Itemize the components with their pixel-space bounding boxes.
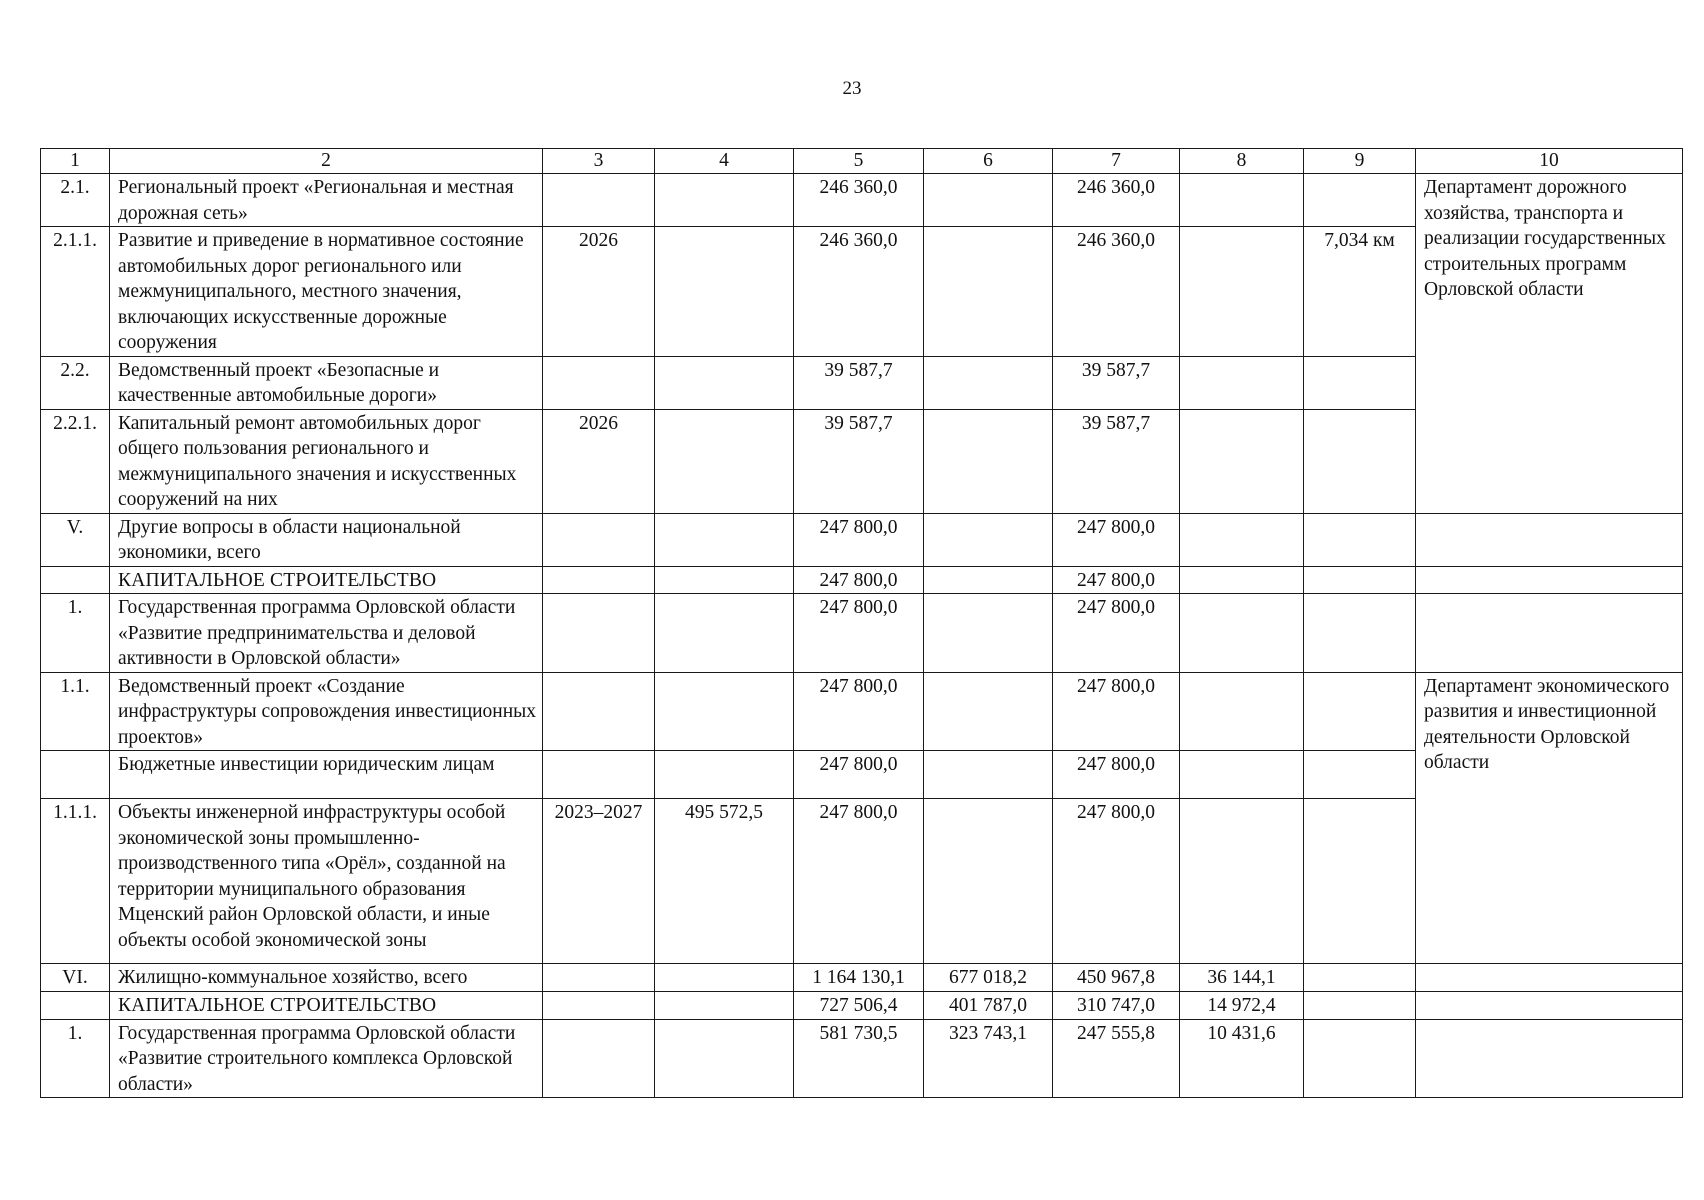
row-title: Жилищно-коммунальное хозяйство, всего bbox=[110, 964, 543, 992]
value-cell bbox=[924, 672, 1053, 751]
table-row bbox=[41, 566, 1683, 594]
value-cell: 247 800,0 bbox=[1053, 594, 1180, 673]
value-cell: 247 800,0 bbox=[1053, 566, 1180, 594]
value-cell: 39 587,7 bbox=[794, 356, 924, 409]
table-row bbox=[41, 513, 1683, 566]
column-header: 1 bbox=[41, 149, 110, 174]
value-cell: 39 587,7 bbox=[794, 409, 924, 513]
value-cell bbox=[924, 356, 1053, 409]
value-cell: 39 587,7 bbox=[1053, 409, 1180, 513]
value-cell: 450 967,8 bbox=[1053, 964, 1180, 992]
value-cell bbox=[543, 751, 655, 799]
value-cell: 2023–2027 bbox=[543, 799, 655, 964]
value-cell bbox=[924, 227, 1053, 357]
value-cell bbox=[1304, 751, 1416, 799]
column-header: 9 bbox=[1304, 149, 1416, 174]
value-cell bbox=[924, 594, 1053, 673]
value-cell: 247 555,8 bbox=[1053, 1019, 1180, 1098]
row-title: Ведомственный проект «Безопасные и качественные автомобильные дороги» bbox=[110, 356, 543, 409]
value-cell: 2026 bbox=[543, 409, 655, 513]
value-cell bbox=[655, 566, 794, 594]
value-cell bbox=[655, 227, 794, 357]
value-cell bbox=[655, 992, 794, 1020]
value-cell bbox=[1180, 594, 1304, 673]
row-title: Государственная программа Орловской области «Развитие строительного комплекса Орловской области» bbox=[110, 1019, 543, 1098]
value-cell bbox=[1304, 356, 1416, 409]
value-cell: 14 972,4 bbox=[1180, 992, 1304, 1020]
value-cell: 247 800,0 bbox=[794, 751, 924, 799]
value-cell: 246 360,0 bbox=[794, 174, 924, 227]
column-header: 7 bbox=[1053, 149, 1180, 174]
responsible-department bbox=[1416, 566, 1683, 594]
row-number: 2.2.1. bbox=[41, 409, 110, 513]
value-cell bbox=[543, 513, 655, 566]
value-cell: 247 800,0 bbox=[1053, 799, 1180, 964]
value-cell bbox=[1304, 513, 1416, 566]
value-cell bbox=[924, 174, 1053, 227]
row-number: 1. bbox=[41, 1019, 110, 1098]
table-row bbox=[41, 672, 1683, 751]
value-cell bbox=[924, 751, 1053, 799]
column-header: 4 bbox=[655, 149, 794, 174]
row-title: Ведомственный проект «Создание инфраструктуры сопровождения инвестиционных проектов» bbox=[110, 672, 543, 751]
value-cell: 246 360,0 bbox=[794, 227, 924, 357]
responsible-department: Департамент экономического развития и инвестиционной деятельности Орловской области bbox=[1416, 672, 1683, 964]
value-cell bbox=[655, 964, 794, 992]
table-row bbox=[41, 594, 1683, 673]
row-title: КАПИТАЛЬНОЕ СТРОИТЕЛЬСТВО bbox=[110, 992, 543, 1020]
row-number: 2.2. bbox=[41, 356, 110, 409]
value-cell: 1 164 130,1 bbox=[794, 964, 924, 992]
value-cell: 247 800,0 bbox=[1053, 513, 1180, 566]
value-cell bbox=[924, 513, 1053, 566]
value-cell: 7,034 км bbox=[1304, 227, 1416, 357]
value-cell: 677 018,2 bbox=[924, 964, 1053, 992]
value-cell: 247 800,0 bbox=[794, 672, 924, 751]
value-cell: 247 800,0 bbox=[794, 594, 924, 673]
value-cell bbox=[1180, 799, 1304, 964]
row-title: Объекты инженерной инфраструктуры особой экономической зоны промышленно-производственного типа «Орёл», созданной на территории муниципального образования Мценский район Орловской области, и иные объекты особой экономической зоны bbox=[110, 799, 543, 964]
row-title: Бюджетные инвестиции юридическим лицам bbox=[110, 751, 543, 799]
value-cell: 727 506,4 bbox=[794, 992, 924, 1020]
row-title: Государственная программа Орловской области «Развитие предпринимательства и деловой активности в Орловской области» bbox=[110, 594, 543, 673]
value-cell: 581 730,5 bbox=[794, 1019, 924, 1098]
value-cell bbox=[1180, 174, 1304, 227]
value-cell: 323 743,1 bbox=[924, 1019, 1053, 1098]
value-cell: 10 431,6 bbox=[1180, 1019, 1304, 1098]
value-cell bbox=[1304, 409, 1416, 513]
responsible-department bbox=[1416, 594, 1683, 673]
value-cell: 495 572,5 bbox=[655, 799, 794, 964]
value-cell: 247 800,0 bbox=[1053, 751, 1180, 799]
value-cell bbox=[1304, 964, 1416, 992]
value-cell: 39 587,7 bbox=[1053, 356, 1180, 409]
value-cell: 310 747,0 bbox=[1053, 992, 1180, 1020]
row-number: 1.1.1. bbox=[41, 799, 110, 964]
responsible-department bbox=[1416, 513, 1683, 566]
row-number: 2.1.1. bbox=[41, 227, 110, 357]
row-number bbox=[41, 992, 110, 1020]
value-cell bbox=[924, 566, 1053, 594]
value-cell bbox=[655, 672, 794, 751]
responsible-department bbox=[1416, 992, 1683, 1020]
row-title: Развитие и приведение в нормативное состояние автомобильных дорог регионального или межмуниципального, местного значения, включающих искусственные дорожные сооружения bbox=[110, 227, 543, 357]
value-cell bbox=[543, 1019, 655, 1098]
value-cell: 36 144,1 bbox=[1180, 964, 1304, 992]
value-cell bbox=[655, 409, 794, 513]
page-number: 23 bbox=[842, 78, 862, 99]
row-title: Капитальный ремонт автомобильных дорог общего пользования регионального и межмуниципального значения и искусственных сооружений на них bbox=[110, 409, 543, 513]
value-cell bbox=[1304, 1019, 1416, 1098]
value-cell bbox=[924, 409, 1053, 513]
value-cell bbox=[543, 672, 655, 751]
row-number: 1.1. bbox=[41, 672, 110, 751]
row-title: Региональный проект «Региональная и местная дорожная сеть» bbox=[110, 174, 543, 227]
column-header: 2 bbox=[110, 149, 543, 174]
value-cell bbox=[543, 566, 655, 594]
value-cell: 247 800,0 bbox=[1053, 672, 1180, 751]
value-cell bbox=[1180, 227, 1304, 357]
row-title: КАПИТАЛЬНОЕ СТРОИТЕЛЬСТВО bbox=[110, 566, 543, 594]
value-cell bbox=[1180, 513, 1304, 566]
column-header: 6 bbox=[924, 149, 1053, 174]
column-header: 10 bbox=[1416, 149, 1683, 174]
value-cell: 401 787,0 bbox=[924, 992, 1053, 1020]
column-header: 3 bbox=[543, 149, 655, 174]
value-cell bbox=[1304, 566, 1416, 594]
value-cell: 247 800,0 bbox=[794, 513, 924, 566]
value-cell: 247 800,0 bbox=[794, 799, 924, 964]
row-number: VI. bbox=[41, 964, 110, 992]
value-cell bbox=[924, 799, 1053, 964]
value-cell bbox=[655, 174, 794, 227]
value-cell bbox=[543, 964, 655, 992]
value-cell bbox=[1180, 356, 1304, 409]
value-cell bbox=[1180, 751, 1304, 799]
row-number bbox=[41, 566, 110, 594]
value-cell bbox=[543, 356, 655, 409]
value-cell bbox=[1180, 672, 1304, 751]
table-header-row bbox=[41, 149, 1683, 174]
column-header: 8 bbox=[1180, 149, 1304, 174]
value-cell bbox=[655, 513, 794, 566]
value-cell bbox=[543, 594, 655, 673]
table-row bbox=[41, 964, 1683, 992]
value-cell: 2026 bbox=[543, 227, 655, 357]
table-row bbox=[41, 174, 1683, 227]
value-cell bbox=[1304, 174, 1416, 227]
value-cell bbox=[655, 594, 794, 673]
table-row bbox=[41, 1019, 1683, 1098]
table-row bbox=[41, 992, 1683, 1020]
row-number: 1. bbox=[41, 594, 110, 673]
value-cell bbox=[1180, 566, 1304, 594]
value-cell bbox=[655, 1019, 794, 1098]
value-cell bbox=[655, 751, 794, 799]
responsible-department bbox=[1416, 1019, 1683, 1098]
value-cell bbox=[1304, 992, 1416, 1020]
row-number bbox=[41, 751, 110, 799]
value-cell bbox=[1304, 672, 1416, 751]
budget-table bbox=[40, 148, 1683, 1098]
row-title: Другие вопросы в области национальной экономики, всего bbox=[110, 513, 543, 566]
value-cell: 246 360,0 bbox=[1053, 174, 1180, 227]
value-cell bbox=[1304, 799, 1416, 964]
value-cell: 247 800,0 bbox=[794, 566, 924, 594]
responsible-department: Департамент дорожного хозяйства, транспорта и реализации государственных строительных программ Орловской области bbox=[1416, 174, 1683, 514]
column-header: 5 bbox=[794, 149, 924, 174]
value-cell bbox=[543, 992, 655, 1020]
value-cell bbox=[1180, 409, 1304, 513]
value-cell bbox=[655, 356, 794, 409]
value-cell bbox=[543, 174, 655, 227]
row-number: 2.1. bbox=[41, 174, 110, 227]
responsible-department bbox=[1416, 964, 1683, 992]
row-number: V. bbox=[41, 513, 110, 566]
value-cell bbox=[1304, 594, 1416, 673]
value-cell: 246 360,0 bbox=[1053, 227, 1180, 357]
